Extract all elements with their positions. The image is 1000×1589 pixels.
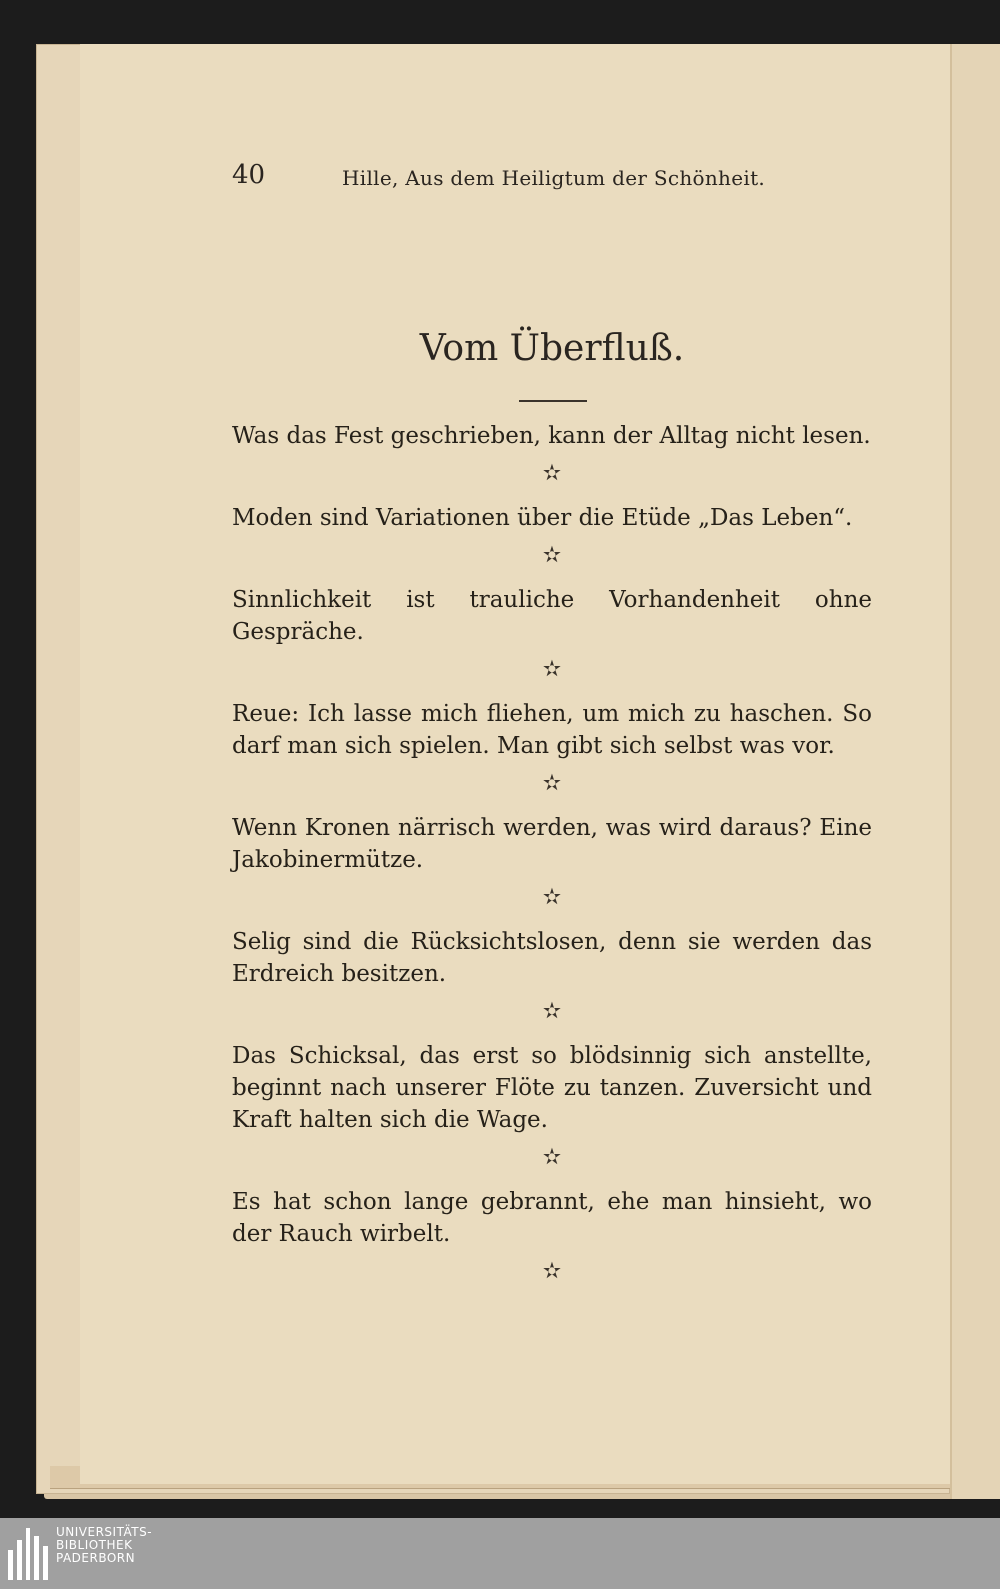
star-separator-icon: ✫ [542, 999, 562, 1024]
logo-line: BIBLIOTHEK [56, 1538, 133, 1552]
aphorism: Es hat schon lange gebrannt, ehe man hinsieht, wo der Rauch wirbelt. [232, 1189, 872, 1247]
running-head-title: Hille, Aus dem Heiligtum der Schönheit. [342, 166, 766, 190]
star-separator-icon: ✫ [542, 885, 562, 910]
star-separator-icon: ✫ [542, 657, 562, 682]
star-separator-icon: ✫ [542, 461, 562, 486]
library-logo-text [56, 1526, 152, 1565]
facing-page-edge [950, 44, 1000, 1499]
chapter-title: Vom Überfluß. [419, 328, 685, 369]
star-separator-icon: ✫ [542, 1259, 562, 1284]
title-rule [519, 400, 587, 402]
star-separator-icon: ✫ [542, 771, 562, 796]
footer-bar [0, 1518, 1000, 1589]
aphorism: Selig sind die Rücksichtslosen, denn sie werden das Erdreich besitzen. [232, 929, 872, 987]
aphorism: Wenn Kronen närrisch werden, was wird daraus? Eine Jakobinermütze. [232, 815, 872, 873]
aphorism: Das Schicksal, das erst so blödsinnig sich anstellte, beginnt nach unserer Flöte zu tanzen. Zuversicht und Kraft halten sich die Wage. [232, 1043, 872, 1133]
logo-line: UNIVERSITÄTS- [56, 1525, 153, 1539]
aphorism-list [232, 420, 872, 1300]
logo-line: PADERBORN [56, 1551, 136, 1565]
aphorism: Was das Fest geschrieben, kann der Alltag nicht lesen. [232, 423, 871, 449]
library-logo-icon [8, 1528, 48, 1580]
page-number: 40 [232, 160, 266, 190]
running-head [232, 160, 872, 194]
star-separator-icon: ✫ [542, 1145, 562, 1170]
aphorism: Sinnlichkeit ist trauliche Vorhandenheit ohne Gespräche. [232, 587, 872, 645]
aphorism: Reue: Ich lasse mich fliehen, um mich zu haschen. So darf man sich spielen. Man gibt sich selbst was vor. [232, 701, 872, 759]
aphorism: Moden sind Variationen über die Etüde „Das Leben“. [232, 505, 853, 531]
star-separator-icon: ✫ [542, 543, 562, 568]
